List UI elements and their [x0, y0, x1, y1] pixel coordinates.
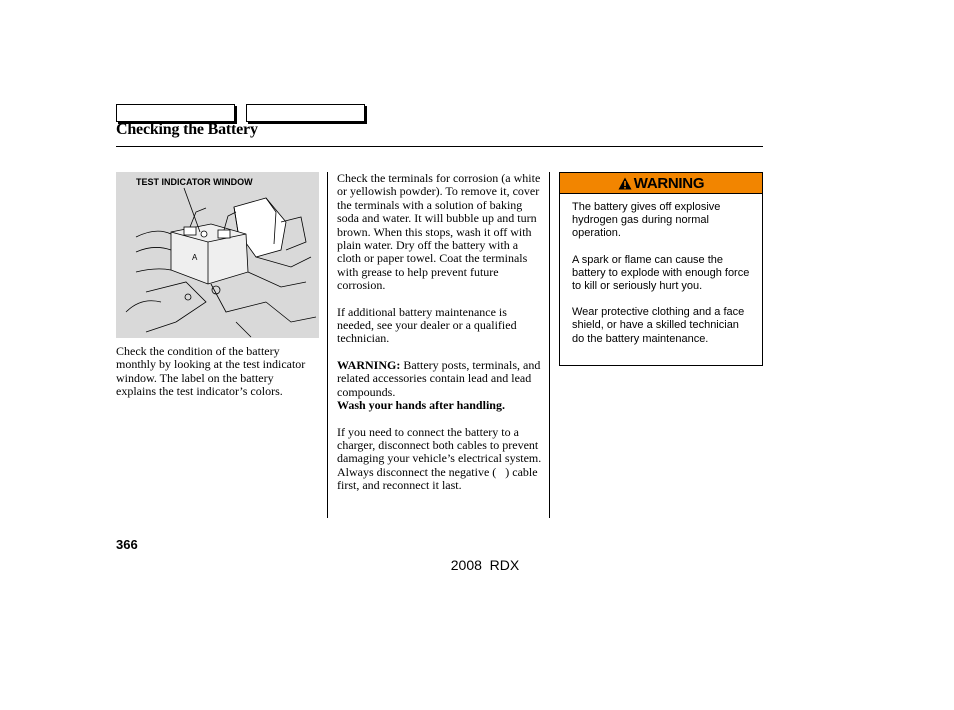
column-2 — [337, 172, 543, 493]
warning-item: The battery gives off explosive hydrogen gas during normal operation. — [572, 201, 721, 240]
lead-warning-text: Battery posts, terminals, and related accessories contain lead and lead compounds. — [337, 357, 541, 399]
page-number: 366 — [116, 537, 138, 552]
maintenance-paragraph: If additional battery maintenance is needed, see your dealer or a qualified technician. — [337, 304, 517, 346]
warning-item: A spark or flame can cause the battery to explode with enough force to kill or seriously hurt you. — [572, 253, 750, 293]
battery-illustration — [116, 172, 319, 338]
lead-warning-paragraph — [337, 359, 543, 413]
model-footer: 2008 RDX — [450, 557, 520, 573]
svg-text:A: A — [192, 253, 198, 262]
warning-header — [560, 173, 762, 194]
figure-label: TEST INDICATOR WINDOW — [136, 177, 253, 187]
title-rule — [116, 146, 763, 147]
corrosion-paragraph: Check the terminals for corrosion (a white or yellowish powder). To remove it, cover the terminals with a solution of baking soda and water. It will bubble up and turn brown. When this stops, wash it off with plain water. Dry off the battery with a cloth or paper towel. Coat the terminals with grease to help prevent future corrosion. — [337, 171, 541, 293]
column-1 — [116, 345, 316, 399]
warning-heading: WARNING — [633, 174, 705, 192]
wash-hands-text: Wash your hands after handling. — [337, 398, 505, 413]
column-divider — [549, 172, 550, 518]
warning-item: Wear protective clothing and a face shield, or have a skilled technician do the battery maintenance. — [572, 306, 745, 345]
warning-triangle-icon — [618, 177, 632, 190]
warning-box — [559, 172, 763, 366]
charger-paragraph: If you need to connect the battery to a charger, disconnect both cables to prevent damaging your vehicle’s electrical system. Always disconnect the negative ( ) cable first, and reconnect it last. — [337, 424, 542, 493]
nav-button-next[interactable] — [246, 104, 365, 122]
nav-button-previous[interactable] — [116, 104, 235, 122]
column-divider — [327, 172, 328, 518]
lead-warning-label: WARNING: — [337, 357, 401, 372]
battery-drawing — [116, 172, 319, 338]
warning-body — [560, 194, 762, 346]
page-title: Checking the Battery — [116, 121, 258, 138]
battery-check-paragraph: Check the condition of the battery monthly by looking at the test indicator window. The label on the battery explains the test indicator’s colors. — [116, 344, 306, 399]
